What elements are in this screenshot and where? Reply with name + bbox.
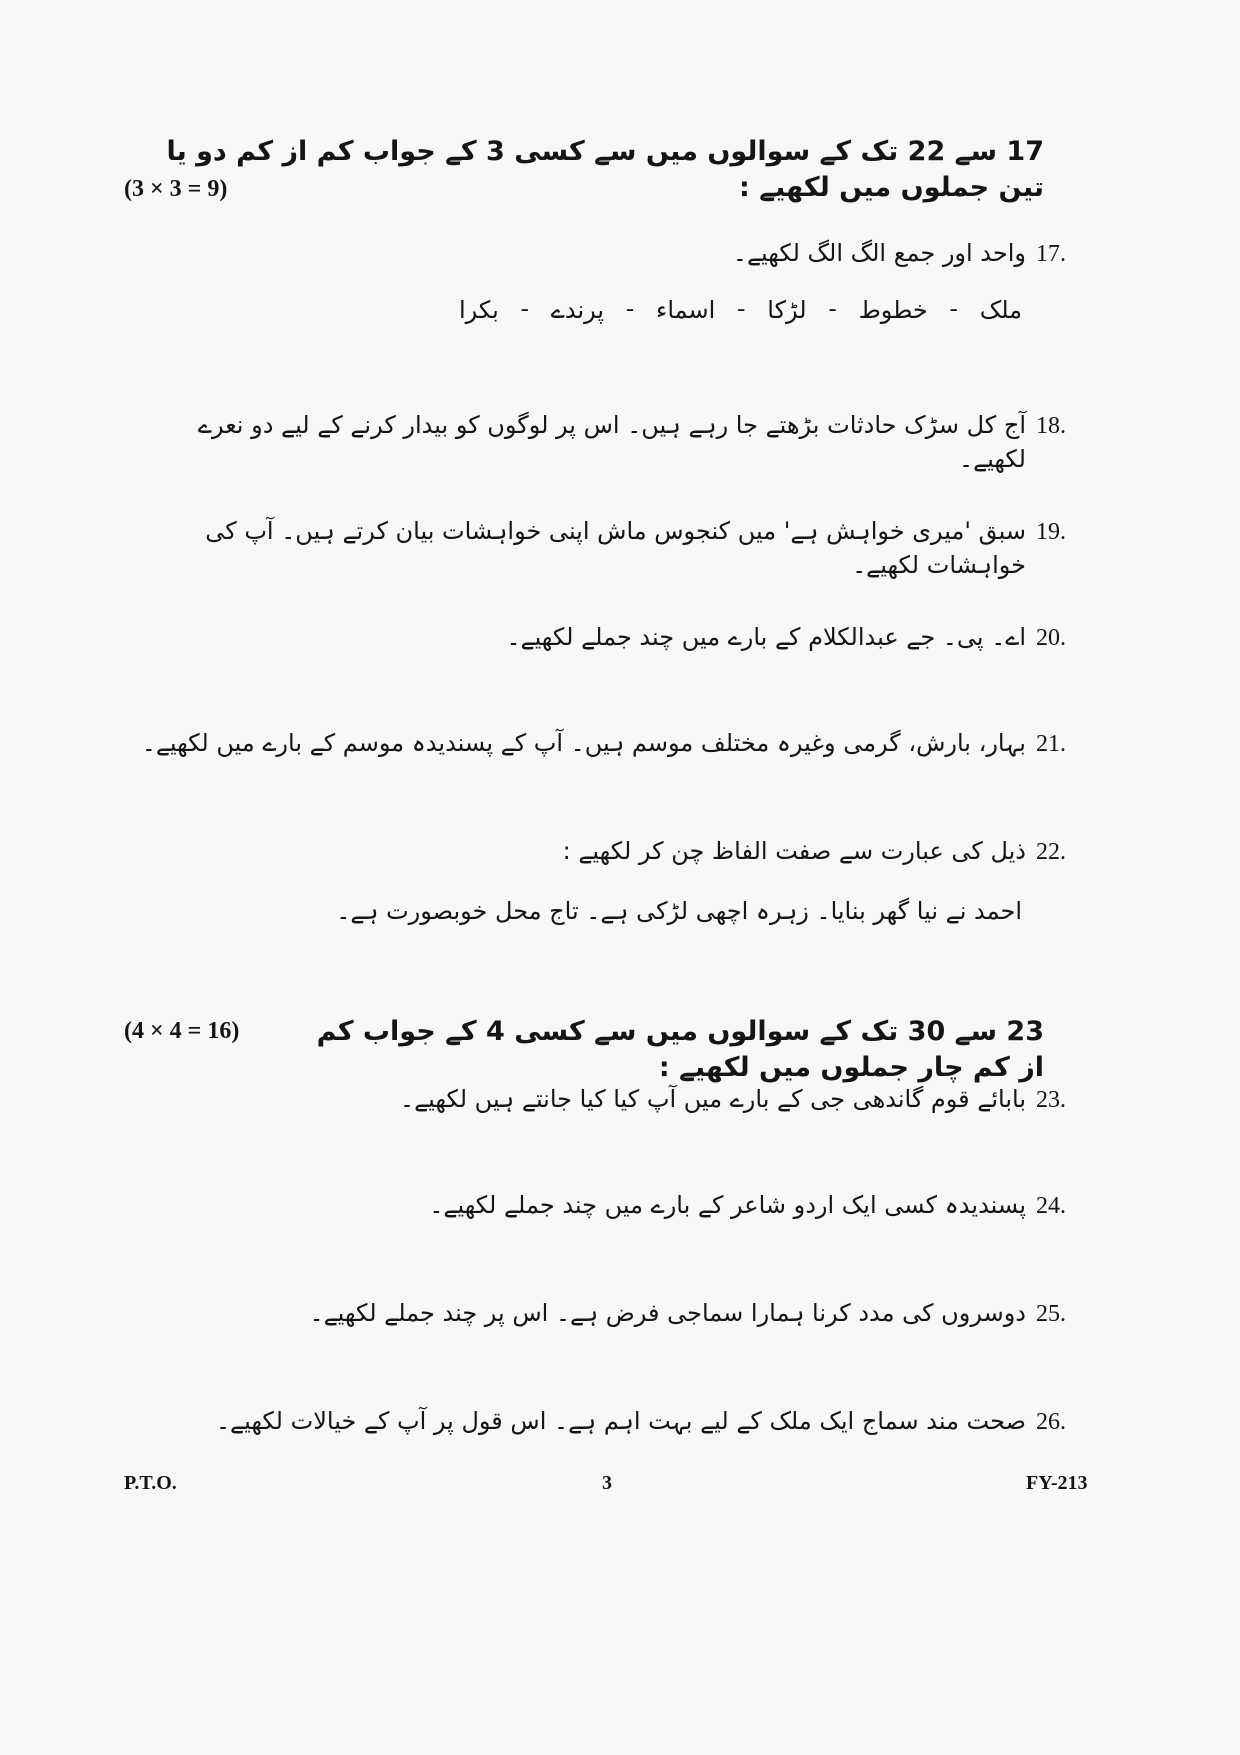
question-number: 20. (1036, 625, 1066, 651)
question-text: پسندیدہ کسی ایک اردو شاعر کے بارے میں چند جملے لکھیے۔ (429, 1191, 1026, 1219)
word: خطوط (858, 296, 928, 324)
question-text: دوسروں کی مدد کرنا ہمارا سماجی فرض ہے۔ اس پر چند جملے لکھیے۔ (309, 1299, 1026, 1327)
question-text: سبق 'میری خواہش ہے' میں کنجوس ماش اپنی خواہشات بیان کرتے ہیں۔ آپ کی خواہشات لکھیے۔ (205, 517, 1026, 579)
question-text: اے۔ پی۔ جے عبدالکلام کے بارے میں چند جملے لکھیے۔ (506, 623, 1026, 651)
separator: - (520, 296, 529, 322)
question-number: 23. (1036, 1087, 1066, 1113)
question-text: صحت مند سماج ایک ملک کے لیے بہت اہم ہے۔ اس قول پر آپ کے خیالات لکھیے۔ (215, 1407, 1026, 1435)
word: اسماء (656, 296, 716, 324)
section-a-heading: 17 سے 22 تک کے سوالوں میں سے کسی 3 کے جواب کم از کم دو یا تین جملوں میں لکھیے : (166, 136, 1044, 203)
question-24 (138, 1188, 1098, 1222)
footer-paper-code: FY-213 (1026, 1472, 1088, 1494)
question-number: 25. (1036, 1301, 1066, 1327)
word: پرندے (550, 296, 605, 324)
question-number: 18. (1036, 413, 1066, 439)
question-text: آج کل سڑک حادثات بڑھتے جا رہے ہیں۔ اس پر لوگوں کو بیدار کرنے کے لیے دو نعرے لکھیے۔ (197, 411, 1026, 473)
question-18 (138, 408, 1098, 476)
q17-word-list (459, 296, 1022, 324)
section-b-marks: (4 × 4 = 16) (124, 1018, 240, 1044)
question-number: 17. (1036, 241, 1066, 267)
question-number: 22. (1036, 839, 1066, 865)
footer-pto: P.T.O. (124, 1472, 177, 1494)
question-26 (138, 1404, 1098, 1438)
question-number: 26. (1036, 1409, 1066, 1435)
question-22 (138, 834, 1098, 868)
question-20 (138, 620, 1098, 654)
question-25 (138, 1296, 1098, 1330)
question-23 (138, 1082, 1098, 1116)
separator: - (949, 296, 958, 322)
separator: - (737, 296, 746, 322)
footer-page-number: 3 (602, 1472, 612, 1494)
question-number: 24. (1036, 1193, 1066, 1219)
question-text: ذیل کی عبارت سے صفت الفاظ چن کر لکھیے : (562, 837, 1026, 865)
question-19 (138, 514, 1098, 582)
word: لڑکا (767, 296, 807, 324)
section-b-heading: 23 سے 30 تک کے سوالوں میں سے کسی 4 کے جواب کم از کم چار جملوں میں لکھیے : (316, 1016, 1044, 1083)
section-a-marks: (3 × 3 = 9) (124, 176, 228, 202)
question-21 (138, 726, 1098, 760)
separator: - (626, 296, 635, 322)
question-text: بابائے قوم گاندھی جی کے بارے میں آپ کیا کیا جانتے ہیں لکھیے۔ (400, 1085, 1026, 1113)
word: ملک (979, 296, 1022, 324)
question-17 (138, 236, 1098, 270)
question-text: واحد اور جمع الگ الگ لکھیے۔ (732, 239, 1026, 267)
question-number: 19. (1036, 519, 1066, 545)
q22-passage: احمد نے نیا گھر بنایا۔ زہرہ اچھی لڑکی ہے۔ تاج محل خوبصورت ہے۔ (336, 897, 1022, 925)
question-text: بہار، بارش، گرمی وغیرہ مختلف موسم ہیں۔ آپ کے پسندیدہ موسم کے بارے میں لکھیے۔ (141, 729, 1026, 757)
question-number: 21. (1036, 731, 1066, 757)
separator: - (828, 296, 837, 322)
word: بکرا (458, 296, 499, 324)
